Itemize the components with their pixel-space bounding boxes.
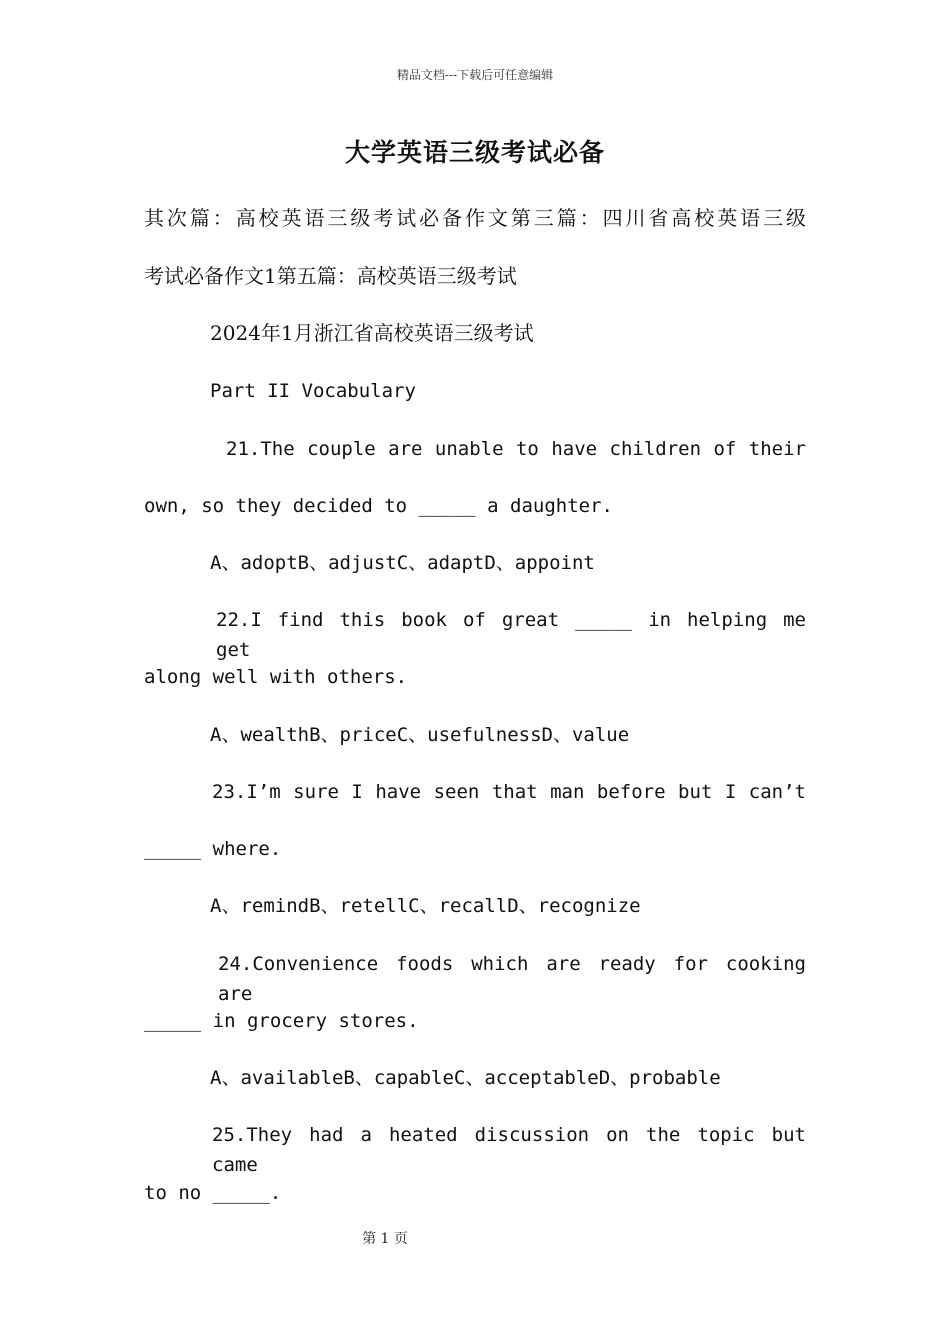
question-23-line-1: 23.I’m sure I have seen that man before but I can’t xyxy=(212,781,806,803)
header-note: 精品文档---下载后可任意编辑 xyxy=(396,68,554,82)
document-title: 大学英语三级考试必备 xyxy=(344,138,605,167)
intro-line-1: 其次篇：高校英语三级考试必备作文第三篇：四川省高校英语三级 xyxy=(144,206,806,230)
question-25-line-1: 25.They had a heated discussion on the topic but came xyxy=(212,1124,806,1176)
question-25-line-2: to no _____. xyxy=(144,1182,282,1204)
question-24-line-1: 24.Convenience foods which are ready for cooking are xyxy=(218,953,806,1005)
question-21-options: A、adoptB、adjustC、adaptD、appoint xyxy=(210,552,595,574)
question-23-options: A、remindB、retellC、recallD、recognize xyxy=(210,895,641,917)
question-24-options: A、availableB、capableC、acceptableD、probable xyxy=(210,1067,721,1089)
exam-title: 2024年1月浙江省高校英语三级考试 xyxy=(210,321,534,345)
question-21-line-1: 21.The couple are unable to have children of their xyxy=(226,438,806,460)
page-number-footer: 第 1 页 xyxy=(362,1231,408,1247)
part-title: Part II Vocabulary xyxy=(210,380,416,402)
question-23-line-2: _____ where. xyxy=(144,838,282,860)
question-24-line-2: _____ in grocery stores. xyxy=(144,1010,419,1032)
intro-line-2: 考试必备作文1第五篇：高校英语三级考试 xyxy=(144,264,517,288)
question-22-options: A、wealthB、priceC、usefulnessD、value xyxy=(210,724,630,746)
question-22-line-1: 22.I find this book of great _____ in helping me get xyxy=(216,609,806,661)
question-21-line-2: own, so they decided to _____ a daughter. xyxy=(144,495,613,517)
question-22-line-2: along well with others. xyxy=(144,666,408,688)
